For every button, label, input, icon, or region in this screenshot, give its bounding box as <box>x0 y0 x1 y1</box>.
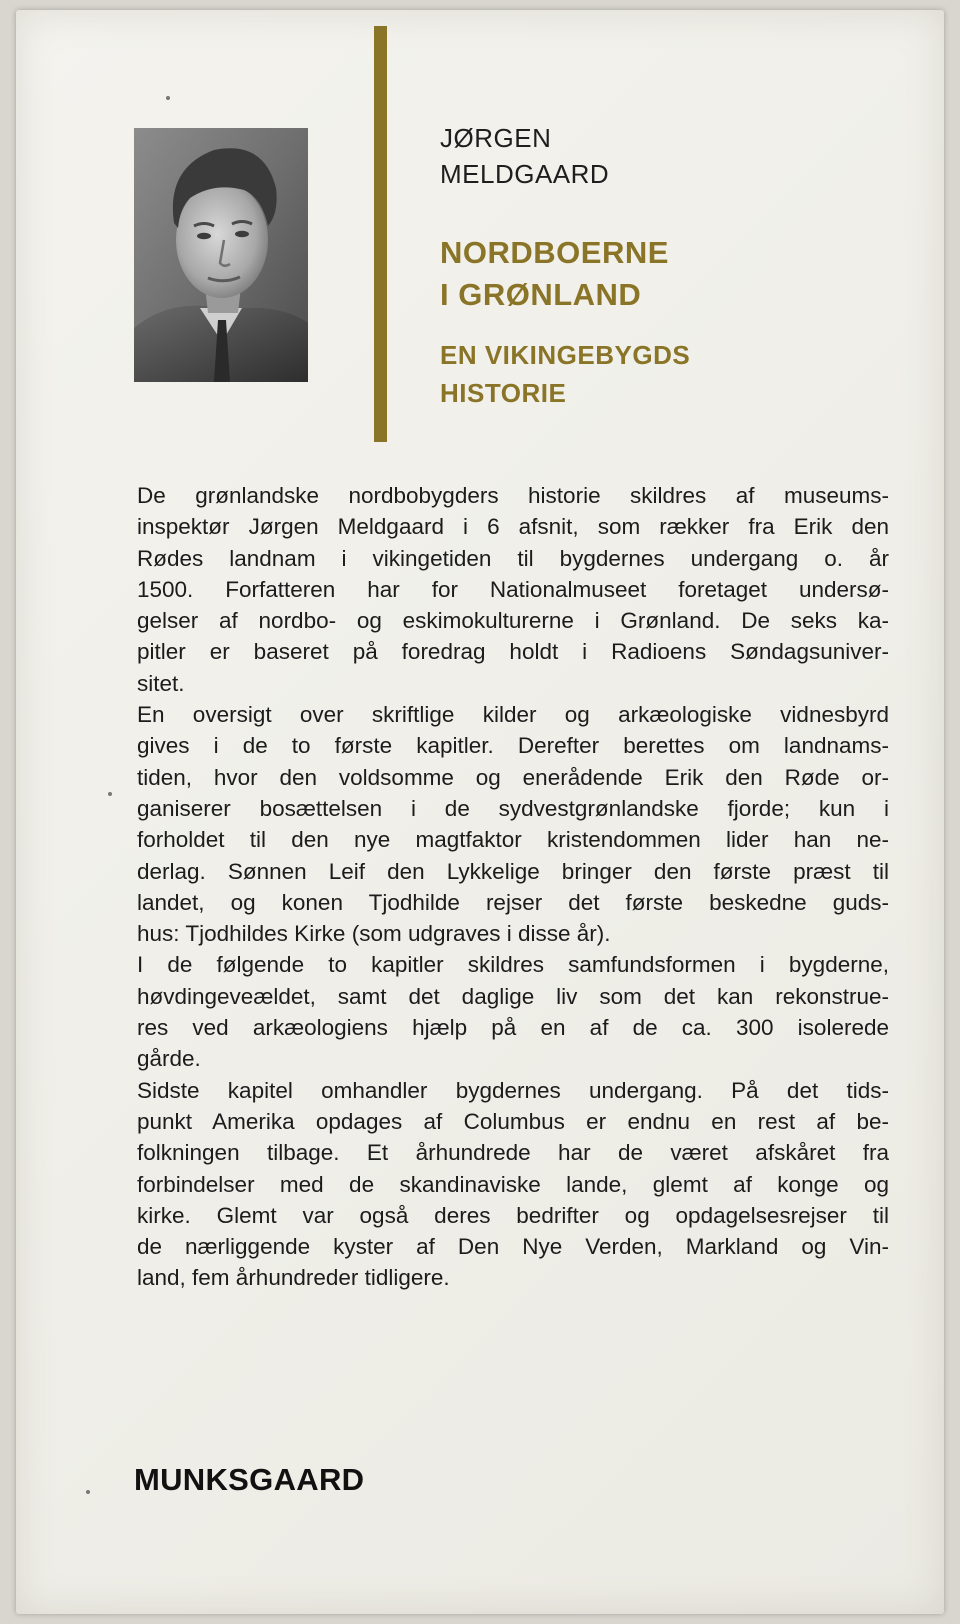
blurb-line: punkt Amerika opdages af Columbus er endnu en rest af be- <box>137 1108 889 1134</box>
blurb-line: derlag. Sønnen Leif den Lykkelige bringer den første præst til <box>137 858 889 884</box>
paper-speck <box>108 792 112 796</box>
paper-speck <box>166 96 170 100</box>
blurb-line: gårde. <box>137 1046 201 1072</box>
gold-vertical-rule <box>374 26 387 442</box>
blurb-line: land, fem århundreder tidligere. <box>137 1265 450 1291</box>
blurb-line: 1500. Forfatteren har for Nationalmuseet foretaget undersø- <box>137 576 889 602</box>
blurb-line: tiden, hvor den voldsomme og enerådende Erik den Røde or- <box>137 764 889 790</box>
blurb-line: kirke. Glemt var også deres bedrifter og opdagelsesrejser til <box>137 1202 889 1228</box>
blurb-line: høvdingeveældet, samt det daglige liv som det kan rekonstrue- <box>137 983 889 1009</box>
blurb-line: sitet. <box>137 670 185 696</box>
blurb-line: folkningen tilbage. Et århundrede har de været afskåret fra <box>137 1140 889 1166</box>
author-last-name: MELDGAARD <box>440 159 610 189</box>
publisher-name: MUNKSGAARD <box>134 1462 365 1497</box>
book-title <box>440 232 669 316</box>
blurb-line: En oversigt over skriftlige kilder og arkæologiske vidnesbyrd <box>137 702 889 728</box>
paper-speck <box>86 1490 90 1494</box>
blurb-line: landet, og konen Tjodhilde rejser det første beskedne guds- <box>137 889 889 915</box>
blurb-line: forholdet til den nye magtfaktor kristendommen lider han ne- <box>137 827 889 853</box>
blurb-line: de nærliggende kyster af Den Nye Verden, Markland og Vin- <box>137 1234 889 1260</box>
blurb-line: Sidste kapitel omhandler bygdernes undergang. På det tids- <box>137 1077 889 1103</box>
blurb-line: forbindelser med de skandinaviske lande, glemt af konge og <box>137 1171 889 1197</box>
book-back-cover <box>16 10 944 1614</box>
book-title-line-1: NORDBOERNE <box>440 235 669 270</box>
author-portrait-image <box>134 128 308 382</box>
blurb-line: ganiserer bosættelsen i de sydvestgrønlandske fjorde; kun i <box>137 795 889 821</box>
blurb-line: res ved arkæologiens hjælp på en af de ca. 300 isolerede <box>137 1015 889 1041</box>
blurb-line: Rødes landnam i vikingetiden til bygdernes undergang o. år <box>137 545 889 571</box>
author-portrait <box>134 128 308 382</box>
blurb-line: De grønlandske nordbobygders historie skildres af museums- <box>137 483 889 508</box>
blurb-line: inspektør Jørgen Meldgaard i 6 afsnit, som rækker fra Erik den <box>137 514 889 540</box>
author-first-name: JØRGEN <box>440 123 552 153</box>
book-subtitle-line-1: EN VIKINGEBYGDS <box>440 340 691 370</box>
blurb-line: hus: Tjodhildes Kirke (som udgraves i disse år). <box>137 921 611 947</box>
blurb-line: I de følgende to kapitler skildres samfundsformen i bygderne, <box>137 952 889 978</box>
blurb-line: gelser af nordbo- og eskimokulturerne i Grønland. De seks ka- <box>137 608 889 634</box>
book-subtitle-line-2: HISTORIE <box>440 378 567 408</box>
book-subtitle <box>440 336 690 412</box>
book-title-line-2: I GRØNLAND <box>440 277 642 312</box>
blurb-line: gives i de to første kapitler. Derefter berettes om landnams- <box>137 733 889 759</box>
blurb-text <box>137 480 889 1294</box>
author-name <box>440 120 609 192</box>
blurb-line: pitler er baseret på foredrag holdt i Radioens Søndagsuniver- <box>137 639 889 665</box>
